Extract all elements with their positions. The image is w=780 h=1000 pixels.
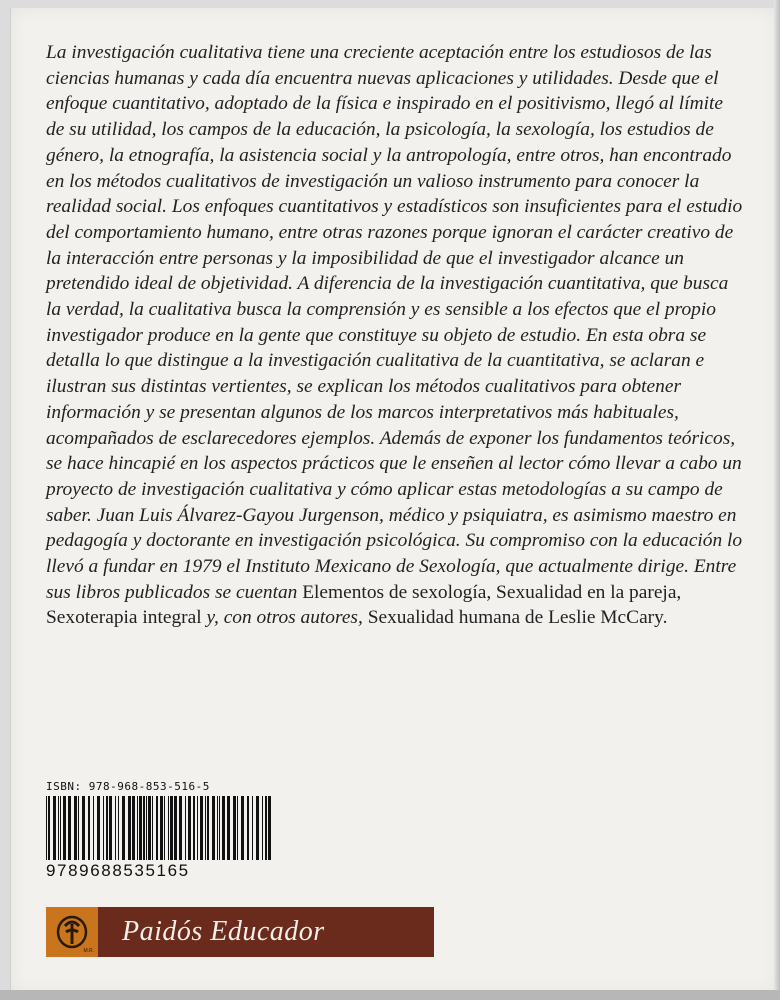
barcode-bar [247,796,249,860]
paidos-logo-icon [55,914,89,950]
barcode-bar [207,796,209,860]
barcode-bar [217,796,218,860]
barcode-bar [106,796,108,860]
barcode-number: 9789688535165 [46,861,190,880]
barcode-bar [179,796,182,860]
barcode-bar [174,796,177,860]
barcode-bar [156,796,158,860]
blurb-text: La investigación cualitativa tiene una creciente aceptación entre los estudiosos de las ciencias humanas y cada día encuentra nuevas aplicaciones y utilidades. Desde que el enfoque cuantitativo, adoptado de la física e inspirado en el positivismo, llegó al límite de su utilidad, los campos de la educación, la psicología, la sexología, los estudios de género, la etnografía, la asistencia social y la antropología, entre otros, han encontrado en los métodos cualitativos de investigación un valioso instrumento para conocer la realidad social. Los enfoques cuantitativos y estadísticos son insuficientes para el estudio del comportamiento humano, entre otras razones porque ignoran el carácter creativo de la interacción entre personas y la imposibilidad de que el investigador alcance un pretendido ideal de objetividad. A diferencia de la investigación cuantitativa, que busca la verdad, la cualitativa busca la comprensión y es sensible a los efectos que el propio investigador produce en la gente que constituye su objeto de estudio. En esta obra se detalla lo que distingue a la investigación cualitativa de la cuantitativa, se aclaran e ilustran sus distintas vertientes, se explican los métodos cualitativos para obtener información y se presentan algunos de los marcos interpretativos más habituales, acompañados de esclarecedores ejemplos. Además de exponer los fundamentos teóricos, se hace hincapié en los aspectos prácticos que le enseñen al lector cómo llevar a cabo un proyecto de investigación cualitativa y cómo aplicar estas metodologías a su campo de saber. Juan Luis Álvarez-Gayou Jurgenson, médico y psiquiatra, es asimismo maestro en pedagogía y doctorante en investigación psicológica. Su compromiso con la educación lo llevó a fundar en 1979 el Instituto Mexicano de Sexología, que actualmente dirige. Entre sus libros publicados se cuentan [46,42,743,603]
barcode-bar [148,796,151,860]
barcode-bar [227,796,230,860]
cover-edge [774,0,780,1000]
barcode-bar [139,796,142,860]
barcode-bar [58,796,59,860]
barcode [46,796,272,860]
barcode-bar [170,796,173,860]
barcode-bar [152,796,153,860]
barcode-bar [78,796,79,860]
publisher-brand [46,907,434,957]
barcode-bar [219,796,220,860]
barcode-bar [68,796,71,860]
barcode-bar [48,796,50,860]
barcode-bar [53,796,56,860]
barcode-bar [200,796,203,860]
barcode-bar [103,796,104,860]
barcode-bar [262,796,263,860]
barcode-bar [97,796,100,860]
barcode-bar [241,796,244,860]
barcode-bar [205,796,206,860]
logo-registered-mark: M.R. [83,948,94,954]
barcode-bar [268,796,271,860]
barcode-bar [60,796,61,860]
brand-band [98,907,434,957]
barcode-bar [128,796,131,860]
barcode-bar [197,796,198,860]
book-titles-1: Elementos de sexología, Sexualidad en la pareja, Sexoterapia integral [46,581,682,629]
barcode-bar [93,796,94,860]
barcode-bar [164,796,165,860]
book-titles-2: Sexualidad humana de Leslie McCary. [367,607,668,629]
barcode-bar [188,796,191,860]
barcode-bar [137,796,138,860]
barcode-bar [74,796,77,860]
barcode-bar [233,796,236,860]
barcode-bar [146,796,147,860]
barcode-bar [82,796,85,860]
series-title: Paidós Educador [122,916,325,947]
barcode-bar [193,796,195,860]
barcode-bar [212,796,215,860]
cover-bottom-edge [0,990,780,1000]
barcode-bar [143,796,145,860]
barcode-bar [109,796,112,860]
paidos-logo [46,907,98,957]
barcode-bar [265,796,267,860]
back-cover-blurb [46,40,746,631]
barcode-bar [115,796,116,860]
barcode-bar [132,796,135,860]
barcode-bar [252,796,253,860]
barcode-bar [122,796,125,860]
barcode-bar [46,796,47,860]
barcode-bar [168,796,169,860]
barcode-bar [222,796,225,860]
barcode-bar [237,796,238,860]
barcode-bar [63,796,66,860]
blurb-connector: y, con otros autores, [201,607,368,629]
barcode-bar [185,796,186,860]
barcode-bar [160,796,163,860]
barcode-bar [118,796,119,860]
barcode-bar [88,796,90,860]
isbn-label: ISBN: 978-968-853-516-5 [46,780,210,793]
barcode-bar [256,796,259,860]
